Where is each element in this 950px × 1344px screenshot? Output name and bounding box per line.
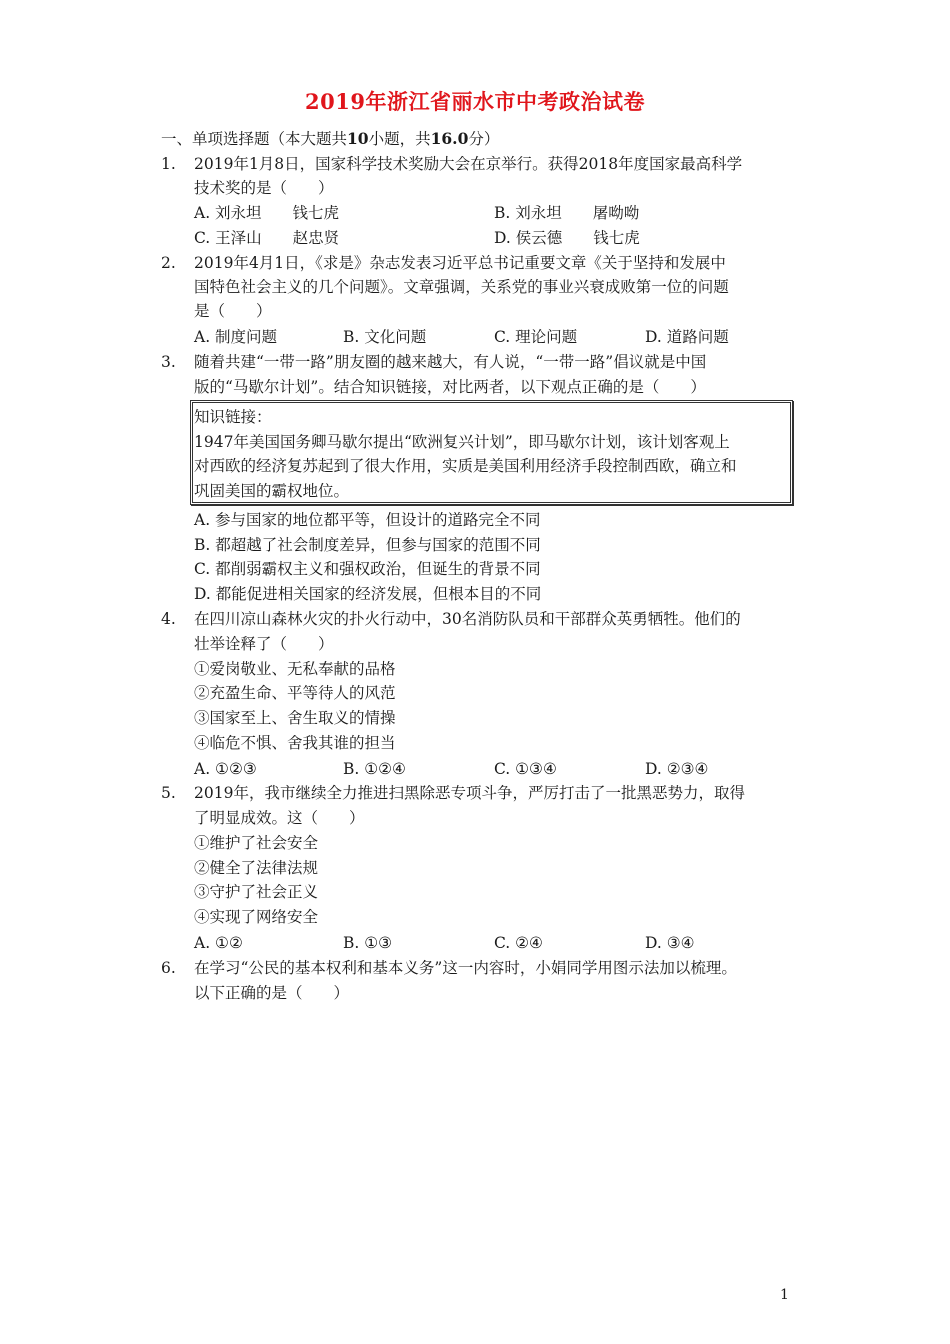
option-d: D. 侯云德 钱七虎 xyxy=(494,229,640,247)
section-prefix: 一、单项选择题（本大题共 xyxy=(161,130,348,148)
option-d: D. ②③④ xyxy=(645,760,709,778)
knowledge-link-title: 知识链接： xyxy=(194,408,272,426)
question-text: 以下正确的是（ ） xyxy=(194,984,350,1002)
question-number: 2. xyxy=(161,254,176,272)
statement-item: ①维护了社会安全 xyxy=(194,834,319,852)
question-text: 版的“马歇尔计划”。结合知识链接，对比两者，以下观点正确的是（ ） xyxy=(194,378,706,396)
knowledge-link-text: 巩固美国的霸权地位。 xyxy=(194,482,350,500)
section-count: 10 xyxy=(347,129,369,148)
section-heading xyxy=(161,127,499,149)
option-d: D. ③④ xyxy=(645,934,695,952)
option-c: C. 都削弱霸权主义和强权政治，但诞生的背景不同 xyxy=(194,560,541,578)
option-c: C. 王泽山 赵忠贤 xyxy=(194,229,340,247)
question-text: 在四川凉山森林火灾的扑火行动中，30名消防队员和干部群众英勇牺牲。他们的 xyxy=(194,610,741,628)
question-text: 在学习“公民的基本权利和基本义务”这一内容时，小娟同学用图示法加以梳理。 xyxy=(194,959,737,977)
question-number: 5. xyxy=(161,784,176,802)
option-a: A. 制度问题 xyxy=(194,328,278,346)
option-b: B. 文化问题 xyxy=(343,328,427,346)
statement-item: ④实现了网络安全 xyxy=(194,908,319,926)
page-number: 1 xyxy=(780,1287,789,1303)
option-a: A. ①②③ xyxy=(194,760,257,778)
section-score: 16.0 xyxy=(430,129,469,148)
statement-item: ③守护了社会正义 xyxy=(194,883,319,901)
option-a: A. 刘永坦 钱七虎 xyxy=(194,204,340,222)
option-c: C. ②④ xyxy=(494,934,543,952)
question-text: 随着共建“一带一路”朋友圈的越来越大，有人说，“一带一路”倡议就是中国 xyxy=(194,353,707,371)
option-b: B. 都超越了社会制度差异，但参与国家的范围不同 xyxy=(194,536,541,554)
question-text: 是（ ） xyxy=(194,302,272,320)
option-a: A. ①② xyxy=(194,934,243,952)
question-text: 壮举诠释了（ ） xyxy=(194,635,334,653)
section-mid: 小题，共 xyxy=(368,130,431,148)
option-b: B. 刘永坦 屠呦呦 xyxy=(494,204,640,222)
question-number: 3. xyxy=(161,353,176,371)
question-number: 1. xyxy=(161,155,176,173)
knowledge-link-text: 1947年美国国务卿马歇尔提出“欧洲复兴计划”，即马歇尔计划，该计划客观上 xyxy=(194,433,730,451)
statement-item: ④临危不惧、舍我其谁的担当 xyxy=(194,734,396,752)
option-d: D. 都能促进相关国家的经济发展，但根本目的不同 xyxy=(194,585,542,603)
question-text: 国特色社会主义的几个问题》。文章强调，关系党的事业兴衰成败第一位的问题 xyxy=(194,278,729,296)
statement-item: ①爱岗敬业、无私奉献的品格 xyxy=(194,660,396,678)
page-title: 2019年浙江省丽水市中考政治试卷 xyxy=(305,89,645,114)
statement-item: ②健全了法律法规 xyxy=(194,859,319,877)
option-c: C. ①③④ xyxy=(494,760,557,778)
question-text: 2019年1月8日，国家科学技术奖励大会在京举行。获得2018年度国家最高科学 xyxy=(194,155,743,173)
statement-item: ②充盈生命、平等待人的风范 xyxy=(194,684,396,702)
question-number: 6. xyxy=(161,959,176,977)
option-b: B. ①③ xyxy=(343,934,393,952)
option-a: A. 参与国家的地位都平等，但设计的道路完全不同 xyxy=(194,511,541,529)
statement-item: ③国家至上、舍生取义的情操 xyxy=(194,709,396,727)
question-text: 2019年，我市继续全力推进扫黑除恶专项斗争，严厉打击了一批黑恶势力，取得 xyxy=(194,784,745,802)
knowledge-link-text: 对西欧的经济复苏起到了很大作用，实质是美国利用经济手段控制西欧，确立和 xyxy=(194,457,737,475)
question-number: 4. xyxy=(161,610,176,628)
option-c: C. 理论问题 xyxy=(494,328,578,346)
question-text: 技术奖的是（ ） xyxy=(194,179,334,197)
question-text: 了明显成效。这（ ） xyxy=(194,809,365,827)
question-text: 2019年4月1日，《求是》杂志发表习近平总书记重要文章《关于坚持和发展中 xyxy=(194,254,726,272)
option-d: D. 道路问题 xyxy=(645,328,729,346)
option-b: B. ①②④ xyxy=(343,760,406,778)
section-suffix: 分） xyxy=(468,130,500,148)
